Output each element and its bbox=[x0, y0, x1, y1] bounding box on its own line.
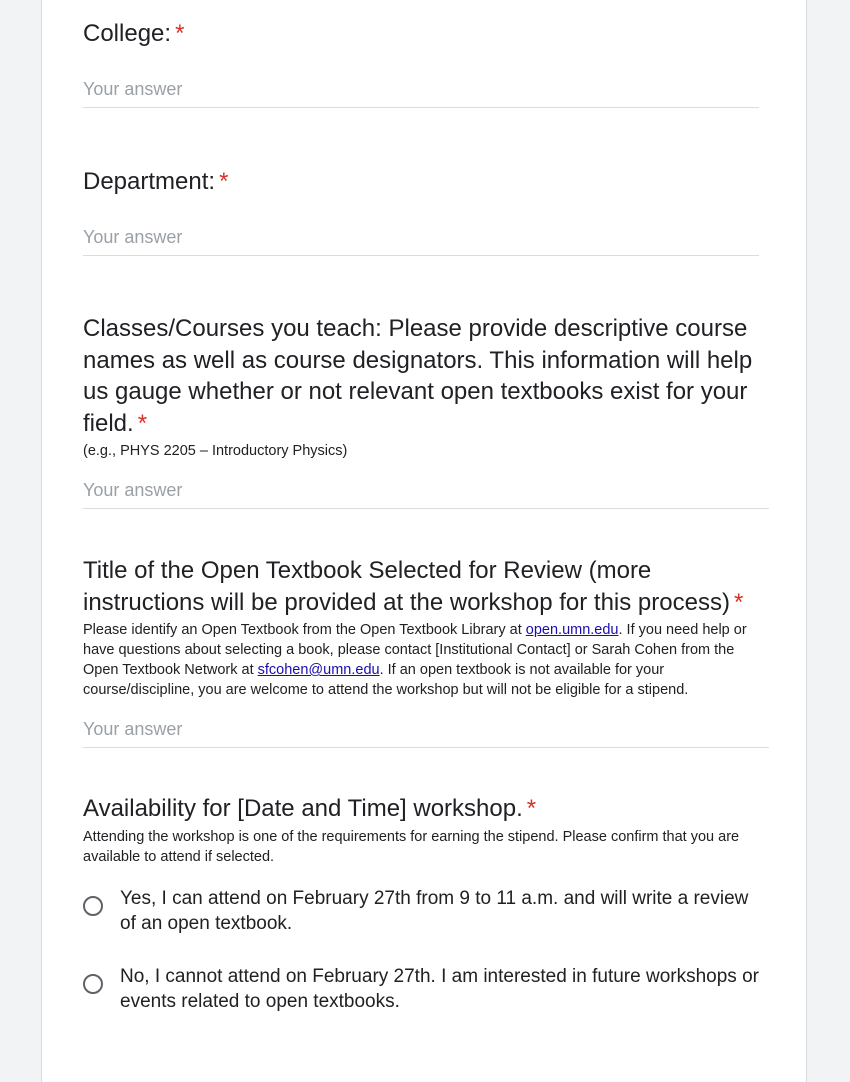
question-title: College: * bbox=[83, 20, 185, 47]
textbook-input[interactable]: Your answer bbox=[83, 719, 769, 748]
radio-option-no[interactable] bbox=[83, 964, 763, 1014]
question-title: Availability for [Date and Time] workshop. * bbox=[83, 795, 537, 822]
question-availability bbox=[83, 793, 773, 867]
radio-button[interactable] bbox=[83, 974, 103, 994]
required-asterisk: * bbox=[175, 20, 185, 47]
radio-label: No, I cannot attend on February 27th. I am interested in future workshops or events related to open textbooks. bbox=[120, 966, 759, 1012]
department-input[interactable]: Your answer bbox=[83, 227, 759, 256]
required-asterisk: * bbox=[219, 168, 229, 195]
required-asterisk: * bbox=[137, 409, 148, 437]
question-title: Title of the Open Textbook Selected for Review (more instructions will be provided at the workshop for this process) * bbox=[83, 557, 744, 616]
question-textbook bbox=[83, 555, 773, 700]
question-title: Classes/Courses you teach: Please provide descriptive course names as well as course designators. This information will help us gauge whether or not relevant open textbooks exist for your field. * bbox=[83, 315, 753, 437]
college-input[interactable]: Your answer bbox=[83, 79, 759, 108]
question-description: Please identify an Open Textbook from the Open Textbook Library at open.umn.edu. If you need help or have questions about selecting a book, please contact [Institutional Contact] or Sarah Cohen from the Open Textbook Network at sfcohen@umn.edu. If an open textbook is not available for your course/discipline, you are welcome to attend the workshop but will not be eligible for a stipend. bbox=[83, 622, 747, 698]
open-umn-link[interactable]: open.umn.edu bbox=[525, 622, 619, 638]
question-description: (e.g., PHYS 2205 – Introductory Physics) bbox=[83, 443, 348, 459]
required-asterisk: * bbox=[733, 588, 744, 616]
question-title: Department: * bbox=[83, 168, 229, 195]
radio-label: Yes, I can attend on February 27th from 9 to 11 a.m. and will write a review of an open textbook. bbox=[120, 888, 749, 934]
email-link[interactable]: sfcohen@umn.edu bbox=[257, 662, 380, 678]
form-card bbox=[41, 0, 807, 1082]
question-classes bbox=[83, 313, 763, 461]
classes-input[interactable]: Your answer bbox=[83, 480, 769, 509]
question-college bbox=[83, 18, 763, 50]
required-asterisk: * bbox=[526, 795, 537, 822]
radio-option-yes[interactable] bbox=[83, 886, 763, 936]
question-department bbox=[83, 166, 763, 198]
question-description: Attending the workshop is one of the requirements for earning the stipend. Please confirm that you are available to attend if selected. bbox=[83, 828, 740, 865]
radio-button[interactable] bbox=[83, 896, 103, 916]
